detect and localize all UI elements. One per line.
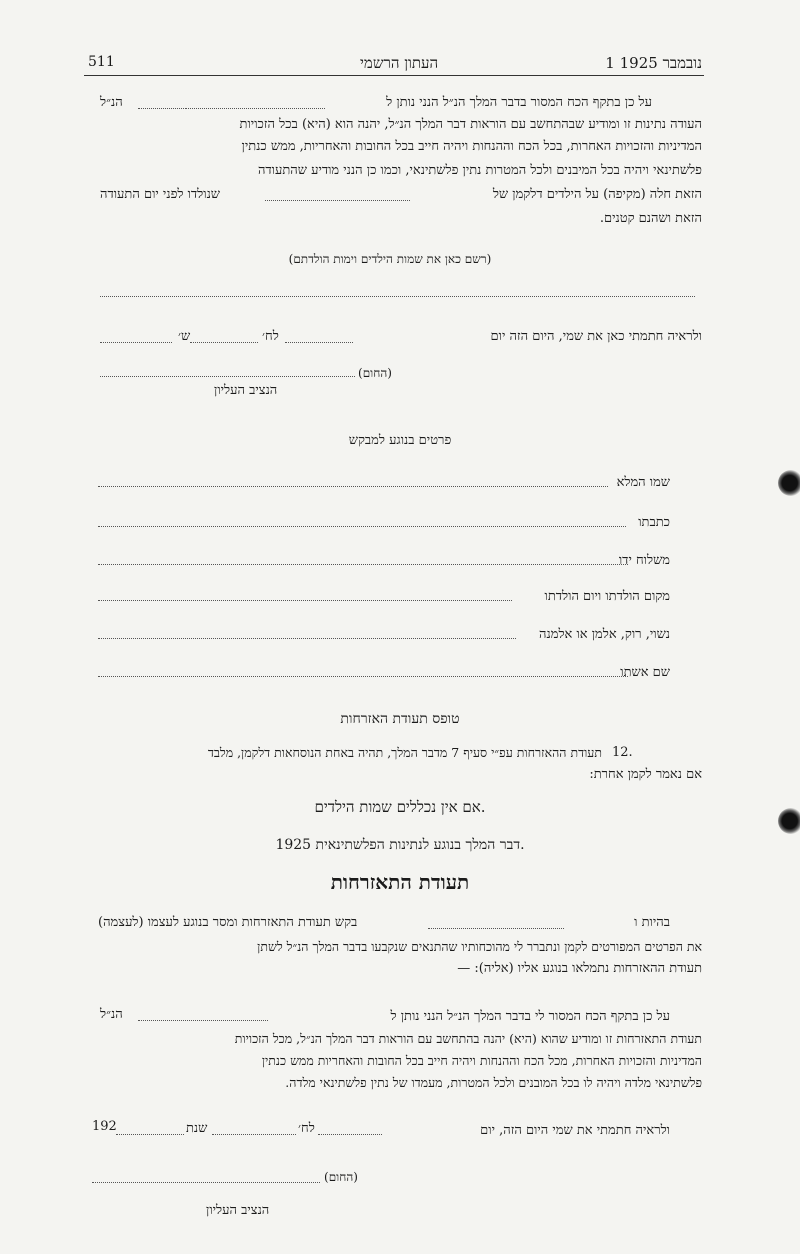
field-line-3 xyxy=(98,564,628,565)
top-para-line1: על כן בתקף הכח המסור בדבר המלך הנ״ל הנני נותן ל xyxy=(386,95,652,110)
top-para-line3: המדיניות והזכויות האחרות, בכל הכח וההנחות ויהיה חייב בכל החובות והאחריות, ממש כנתין xyxy=(241,139,702,154)
cert-witness-blank-1 xyxy=(318,1134,382,1135)
cert-witness-start: ולראיה חתמתי את שמי היום הזה, יום xyxy=(480,1123,670,1138)
cert-para-end-word: הנ״ל xyxy=(100,1007,123,1022)
top-commissioner: הנציב העליון xyxy=(214,383,278,398)
cert-witness-mid1: לח׳ xyxy=(298,1121,315,1136)
field-line-4 xyxy=(98,600,512,601)
cert-line5: המדיניות והזכויות האחרות, מכל הכח וההנחות ויהיה חייב בכל החובות והאחריות ממש כנתין xyxy=(261,1053,702,1068)
field-label-wife-name: שם אשתו xyxy=(620,665,670,680)
cert-seal: (החום) xyxy=(324,1170,358,1184)
header-date: 1 נובמבר 1925 xyxy=(605,54,702,72)
header-page-number: 511 xyxy=(88,54,115,70)
cert-seal-line xyxy=(92,1182,320,1183)
top-para-blank-2 xyxy=(138,108,184,109)
cert-line4: תעודת התאזרחות זו ומודיע שהוא (היא) יהנה בהתחשב עם הוראות דבר המלך הנ״ל, מכל הזכויות xyxy=(234,1031,702,1046)
children-line xyxy=(100,296,695,297)
section12-line1: תעודת ההאזרחות עפ״י סעיף 7 מדבר המלך, תהיה באחת הנוסחאות דלקמן, מלבד xyxy=(207,745,602,760)
cert-witness-blank-3 xyxy=(116,1134,184,1135)
top-para-end-word: הנ״ל xyxy=(100,95,123,110)
cert-para-start: על כן בתקף הכח המסור לי בדבר המלך הנ״ל הנני נותן ל xyxy=(390,1009,670,1024)
no-children-note: אם אין נכללים שמות הילדים. xyxy=(314,798,486,816)
cert-blank-1 xyxy=(428,928,564,929)
top-para-line4: פלשתינאי ויהיה בכל המיבנים ולכל המטרות נתין פלשתינאי, וכמו כן הנני מודיע שהתעודה xyxy=(257,163,702,178)
header-rule xyxy=(84,75,704,76)
cert-witness-year: 192 xyxy=(92,1119,117,1134)
field-label-full-name: שמו המלא xyxy=(616,475,670,490)
field-label-marital-status: נשוי, רוק, אלמן או אלמנה xyxy=(539,627,670,642)
cert-line2: את הפרטים המפורטים לקמן ונתברר לי מהוכחותיו שהתנאים שנקבעו בדבר המלך הנ״ל לשתן xyxy=(257,939,702,954)
cert-witness-mid2: שנת xyxy=(186,1121,208,1136)
top-para-line5-end: שנולדו לפני יום התעודה xyxy=(100,187,221,202)
top-witness-blank-2 xyxy=(190,342,258,343)
top-seal: (החום) xyxy=(358,366,392,380)
top-witness-blank-3 xyxy=(100,342,172,343)
field-label-occupation: משלוח ידו xyxy=(618,553,670,568)
cert-line6: פלשתינאי מלדה ויהיה לו בכל המובנים ולכל המטרות, מעמדו של נתין פלשתינאי מלדה. xyxy=(285,1075,702,1090)
top-witness-mid1: לח׳ xyxy=(262,329,279,344)
cert-blank-2 xyxy=(138,1020,268,1021)
top-para-line5-start: הזאת חלה (מקיפה) על הילדים דלקמן של xyxy=(492,187,702,202)
section12-line2: אם נאמר לקמן אחרת: xyxy=(589,767,702,782)
top-witness-blank-1 xyxy=(285,342,353,343)
field-label-birthplace: מקום הולדתו ויום הולדתו xyxy=(544,589,670,604)
field-label-address: כתבתו xyxy=(638,515,670,530)
top-witness-start: ולראיה חתמתי כאן את שמי, היום הזה יום xyxy=(490,329,702,344)
punch-hole-top xyxy=(778,470,800,496)
applicant-heading: פרטים בנוגע למבקש xyxy=(348,433,452,448)
section12-number: 12. xyxy=(612,745,633,760)
cert-line3: תעודת ההאזרחות נתמלאו בנוגע אליו (אליה): — xyxy=(457,961,702,976)
cert-witness-blank-2 xyxy=(212,1134,296,1135)
top-para-blank-3 xyxy=(265,200,410,201)
children-note: (רשם כאן את שמות הילדים וימות הולדתם) xyxy=(288,252,492,266)
field-line-2 xyxy=(98,526,626,527)
top-para-blank-1 xyxy=(185,108,325,109)
top-witness-mid2: ש׳ xyxy=(178,329,191,344)
decree-title: דבר המלך בנוגע לנתינות הפלשתינאית 1925. xyxy=(275,837,525,853)
cert-line1-end: בקש תעודת התאזרחות ומסר בנוגע לעצמו (לעצמה) xyxy=(98,915,358,930)
certificate-title: תעודת התאזרחות xyxy=(330,870,470,894)
cert-line1-start: בהיות ו xyxy=(634,915,670,930)
field-line-6 xyxy=(98,676,628,677)
punch-hole-bottom xyxy=(778,808,800,834)
field-line-1 xyxy=(98,486,608,487)
field-line-5 xyxy=(98,638,516,639)
top-seal-line xyxy=(100,376,355,377)
form-heading: טופס תעודת האזרחות xyxy=(340,711,460,727)
top-para-line2: העודה נתינות זו ומודיע שבהתחשב עם הוראות דבר המלך הנ״ל, יהנה הוא (היא) בכל הזכויות xyxy=(239,117,702,132)
cert-commissioner: הנציב העליון xyxy=(206,1203,270,1218)
header-title: העתון הרשמי xyxy=(360,54,439,72)
top-para-line6: הזאת ושהנם קטנים. xyxy=(599,211,702,226)
